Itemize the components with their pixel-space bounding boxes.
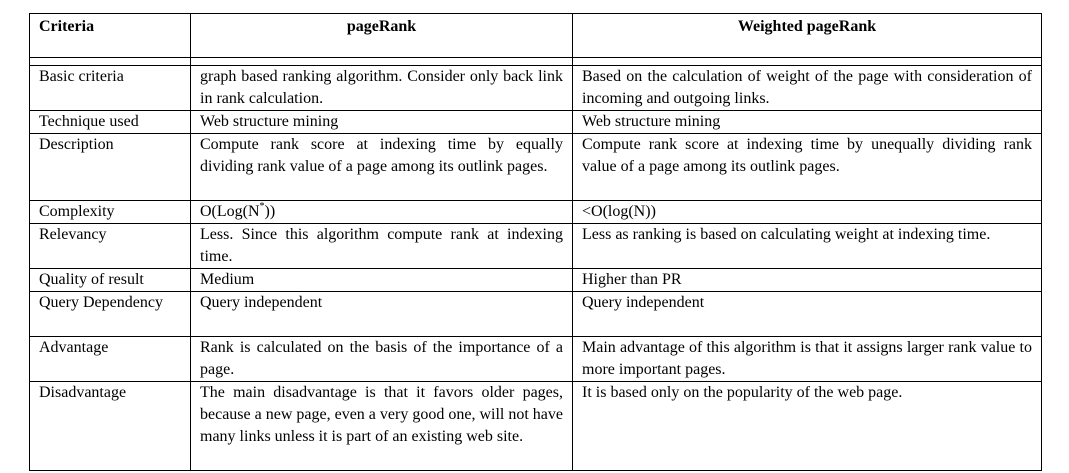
weighted-cell: Query independent bbox=[573, 292, 1042, 337]
weighted-cell: Less as ranking is based on calculating weight at indexing time. bbox=[573, 224, 1042, 269]
weighted-cell: Based on the calculation of weight of the page with consideration of incoming and outgoing links. bbox=[573, 66, 1042, 111]
weighted-cell: <O(log(N)) bbox=[573, 201, 1042, 224]
criteria-cell: Technique used bbox=[30, 111, 191, 134]
complexity-superscript: * bbox=[259, 201, 265, 212]
criteria-cell: Description bbox=[30, 134, 191, 201]
table-row bbox=[30, 269, 1042, 292]
spacer-cell bbox=[573, 58, 1042, 66]
complexity-prefix: O(Log(N bbox=[200, 203, 260, 220]
pagerank-cell: graph based ranking algorithm. Consider only back link in rank calculation. bbox=[191, 66, 573, 111]
pagerank-cell: The main disadvantage is that it favors older pages, because a new page, even a very good one, will not have many links unless it is part of an existing web site. bbox=[191, 382, 573, 471]
criteria-cell: Advantage bbox=[30, 337, 191, 382]
criteria-cell: Quality of result bbox=[30, 269, 191, 292]
weighted-cell: Compute rank score at indexing time by unequally dividing rank value of a page among its outlink pages. bbox=[573, 134, 1042, 201]
comparison-table bbox=[29, 13, 1042, 471]
pagerank-cell: Compute rank score at indexing time by equally dividing rank value of a page among its outlink pages. bbox=[191, 134, 573, 201]
spacer-cell bbox=[30, 58, 191, 66]
pagerank-cell: Query independent bbox=[191, 292, 573, 337]
table-row bbox=[30, 201, 1042, 224]
weighted-cell: Higher than PR bbox=[573, 269, 1042, 292]
weighted-cell: Main advantage of this algorithm is that it assigns larger rank value to more important pages. bbox=[573, 337, 1042, 382]
table-row bbox=[30, 224, 1042, 269]
criteria-cell: Relevancy bbox=[30, 224, 191, 269]
header-weighted-pagerank: Weighted pageRank bbox=[573, 14, 1042, 58]
spacer-row bbox=[30, 58, 1042, 66]
pagerank-cell bbox=[191, 201, 573, 224]
weighted-cell: It is based only on the popularity of the web page. bbox=[573, 382, 1042, 471]
criteria-cell: Query Dependency bbox=[30, 292, 191, 337]
header-row bbox=[30, 14, 1042, 58]
table-row bbox=[30, 134, 1042, 201]
table-row bbox=[30, 111, 1042, 134]
complexity-suffix: )) bbox=[264, 203, 276, 220]
pagerank-cell: Less. Since this algorithm compute rank at indexing time. bbox=[191, 224, 573, 269]
table-row bbox=[30, 292, 1042, 337]
table-row bbox=[30, 66, 1042, 111]
criteria-cell: Disadvantage bbox=[30, 382, 191, 471]
criteria-cell: Basic criteria bbox=[30, 66, 191, 111]
criteria-cell: Complexity bbox=[30, 201, 191, 224]
header-pagerank: pageRank bbox=[191, 14, 573, 58]
pagerank-cell: Medium bbox=[191, 269, 573, 292]
header-criteria: Criteria bbox=[30, 14, 191, 58]
pagerank-cell: Web structure mining bbox=[191, 111, 573, 134]
pagerank-cell: Rank is calculated on the basis of the importance of a page. bbox=[191, 337, 573, 382]
weighted-cell: Web structure mining bbox=[573, 111, 1042, 134]
table-row bbox=[30, 337, 1042, 382]
spacer-cell bbox=[191, 58, 573, 66]
table-row bbox=[30, 382, 1042, 471]
